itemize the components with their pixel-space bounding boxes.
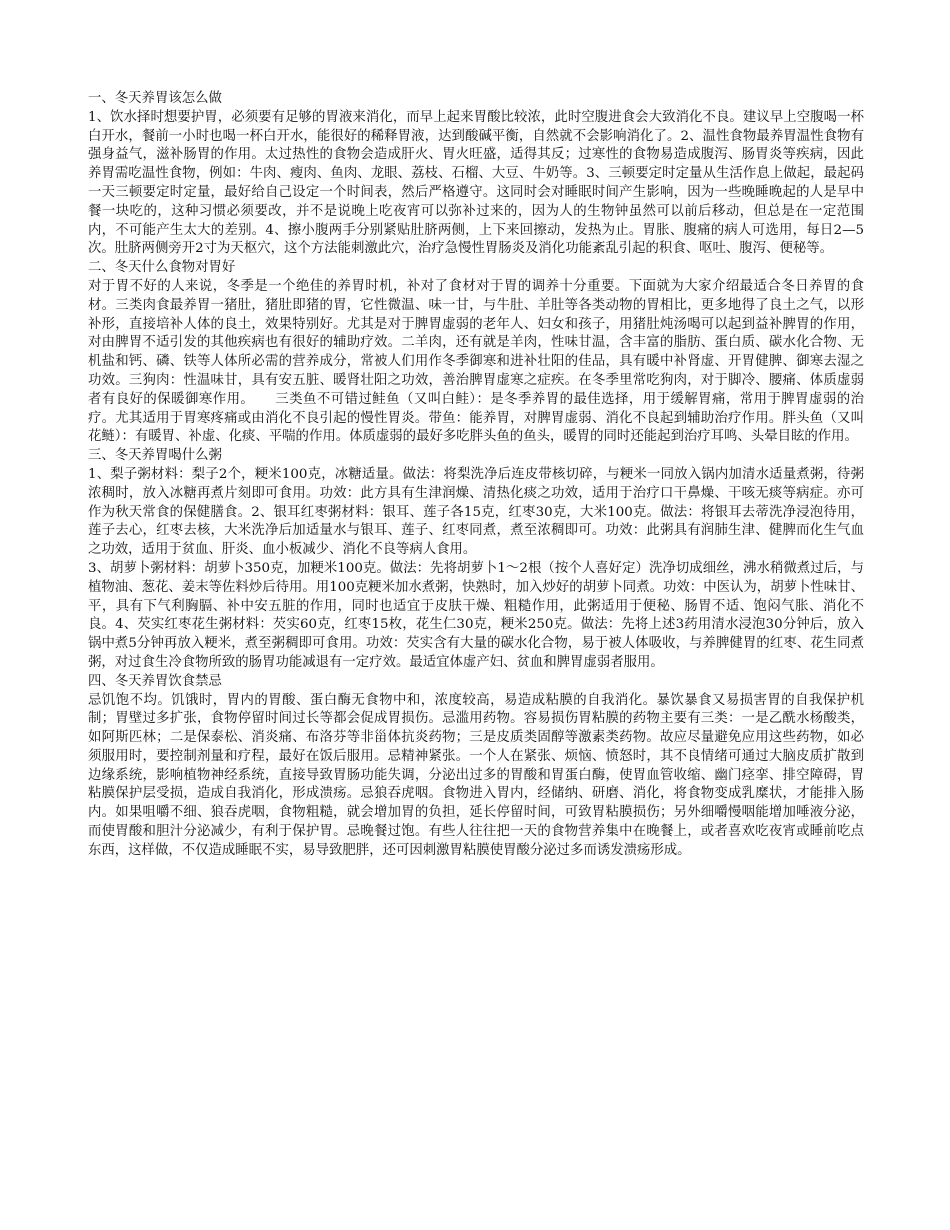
section-paragraph: 对于胃不好的人来说，冬季是一个绝佳的养胃时机，补对了食材对于胃的调养十分重要。下面就为大家介绍最适合冬日养胃的食材。三类肉食最养胃一猪肚，猪肚即猪的胃，它性微温、味一甘，与牛肚、羊肚等各类动物的胃相比，更多地得了良土之气，以形补形，直接培补人体的良土，效果特别好。尤其是对于脾胃虚弱的老年人、妇女和孩子，用猪肚炖汤喝可以起到益补脾胃的作用，对由脾胃不适引发的其他疾病也有很好的辅助疗效。二羊肉，还有就是羊肉，性味甘温，含丰富的脂肪、蛋白质、碳水化合物、无机盐和钙、磷、铁等人体所必需的营养成分，常被人们用作冬季御寒和进补壮阳的佳品，具有暖中补肾虚、开胃健脾、御寒去湿之功效。三狗肉：性温味甘，具有安五脏、暖肾壮阳之功效，善治脾胃虚寒之症疾。在冬季里常吃狗肉，对于脚冷、腰痛、体质虚弱者有良好的保暖御寒作用。 三类鱼不可错过鲑鱼（又叫白鲑）：是冬季养胃的最佳选择，用于缓解胃痛，常用于脾胃虚弱的治疗。尤其适用于胃寒疼痛或由消化不良引起的慢性胃炎。带鱼：能养胃，对脾胃虚弱、消化不良起到辅助治疗作用。胖头鱼（又叫花鲢）：有暖胃、补虚、化痰、平喘的作用。体质虚弱的最好多吃胖头鱼的鱼头，暖胃的同时还能起到治疗耳鸣、头晕目眩的作用。 bbox=[88, 278, 864, 445]
section-heading: 三、冬天养胃喝什么粥 bbox=[88, 448, 222, 464]
section-paragraph: 忌饥饱不均。饥饿时，胃内的胃酸、蛋白酶无食物中和，浓度较高，易造成粘膜的自我消化。暴饮暴食又易损害胃的自我保护机制；胃壁过多扩张，食物停留时间过长等都会促成胃损伤。忌滥用药物。容易损伤胃粘膜的药物主要有三类：一是乙酰水杨酸类，如阿斯匹林；二是保泰松、消炎痛、布洛芬等非甾体抗炎药物；三是皮质类固醇等激素类药物。故应尽量避免应用这些药物，如必须服用时，要控制剂量和疗程，最好在饭后服用。忌精神紧张。一个人在紧张、烦恼、愤怒时，其不良情绪可通过大脑皮质扩散到边缘系统，影响植物神经系统，直接导致胃肠功能失调，分泌出过多的胃酸和胃蛋白酶，使胃血管收缩、幽门痉挛、排空障碍，胃粘膜保护层受损，造成自我消化，形成溃疡。忌狼吞虎咽。食物进入胃内，经储纳、研磨、消化，将食物变成乳糜状，才能排入肠内。如果咀嚼不细、狼吞虎咽，食物粗糙，就会增加胃的负担，延长停留时间，可致胃粘膜损伤；另外细嚼慢咽能增加唾液分泌，而使胃酸和胆汁分泌减少，有利于保护胃。忌晚餐过饱。有些人往往把一天的食物营养集中在晚餐上，或者喜欢吃夜宵或睡前吃点东西，这样做，不仅造成睡眠不实，易导致肥胖，还可因刺激胃粘膜使胃酸分泌过多而诱发溃疡形成。 bbox=[88, 692, 864, 858]
section-heading: 四、冬天养胃饮食禁忌 bbox=[88, 673, 222, 689]
section-heading: 一、冬天养胃该怎么做 bbox=[88, 91, 222, 106]
section-diet-taboos bbox=[88, 673, 864, 861]
section-paragraph: 1、梨子粥材料：梨子2个，粳米100克，冰糖适量。做法：将梨洗净后连皮带核切碎，与粳米一同放入锅内加清水适量煮粥，待粥浓稠时，放入冰糖再煮片刻即可食用。功效：此方具有生津润燥、清热化痰之功效，适用于治疗口干鼻燥、干咳无痰等病症。亦可作为秋天常食的保健膳食。2、银耳红枣粥材料：银耳、莲子各15克，红枣30克，大米100克。做法：将银耳去蒂洗净浸泡待用，莲子去心，红枣去核，大米洗净后加适量水与银耳、莲子、红枣同煮，煮至浓稠即可。功效：此粥具有润肺生津、健脾而化生气血之功效，适用于贫血、肝炎、血小板减少、消化不良等病人食用。 bbox=[88, 466, 864, 558]
section-winter-stomach-care bbox=[88, 90, 864, 259]
section-porridge bbox=[88, 447, 864, 673]
section-heading: 二、冬天什么食物对胃好 bbox=[88, 260, 236, 276]
section-good-foods bbox=[88, 259, 864, 447]
document-body bbox=[88, 90, 864, 861]
section-paragraph: 1、饮水择时想要护胃，必须要有足够的胃液来消化，而早上起来胃酸比较浓，此时空腹进食会大致消化不良。建议早上空腹喝一杯白开水，餐前一小时也喝一杯白开水，能很好的稀释胃液，达到酸碱平衡，自然就不会影响消化了。2、温性食物最养胃温性食物有强身益气，滋补肠胃的作用。太过热性的食物会造成肝火、胃火旺盛，适得其反；过寒性的食物易造成腹泻、肠胃炎等疾病，因此养胃需吃温性食物，例如：牛肉、瘦肉、鱼肉、龙眼、荔枝、石榴、大豆、牛奶等。3、三顿要定时定量从生活作息上做起，最起码一天三顿要定时定量，最好给自己设定一个时间表，然后严格遵守。这同时会对睡眠时间产生影响，因为一些晚睡晚起的人是早中餐一块吃的，这种习惯必须要改，并不是说晚上吃夜宵可以弥补过来的，因为人的生物钟虽然可以前后移动，但总是在一定范围内，不可能产生太大的差别。4、擦小腹两手分别紧贴肚脐两侧，上下来回擦动，发热为止。胃胀、腹痛的病人可选用，每日2—5次。肚脐两侧旁开2寸为天枢穴，这个方法能刺激此穴，治疗急慢性胃肠炎及消化功能紊乱引起的积食、呕吐、腹泻、便秘等。 bbox=[88, 109, 864, 257]
section-paragraph: 3、胡萝卜粥材料：胡萝卜350克，加粳米100克。做法：先将胡萝卜1～2根（按个人喜好定）洗净切成细丝，沸水稍微煮过后，与植物油、葱花、姜末等佐料炒后待用。用100克粳米加水煮粥，快熟时，加入炒好的胡萝卜同煮。功效：中医认为，胡萝卜性味甘、平，具有下气利胸膈、补中安五脏的作用，同时也适宜于皮肤干燥、粗糙作用，此粥适用于便秘、肠胃不适、饱闷气胀、消化不良。4、芡实红枣花生粥材料：芡实60克，红枣15枚，花生仁30克，粳米250克。做法：先将上述3药用清水浸泡30分钟后，放入锅中煮5分钟再放入粳米，煮至粥稠即可食用。功效：芡实含有大量的碳水化合物，易于被人体吸收，与养脾健胃的红枣、花生同煮粥，对过食生冷食物所致的肠胃功能减退有一定疗效。最适宜体虚产妇、贫血和脾胃虚弱者服用。 bbox=[88, 560, 864, 670]
